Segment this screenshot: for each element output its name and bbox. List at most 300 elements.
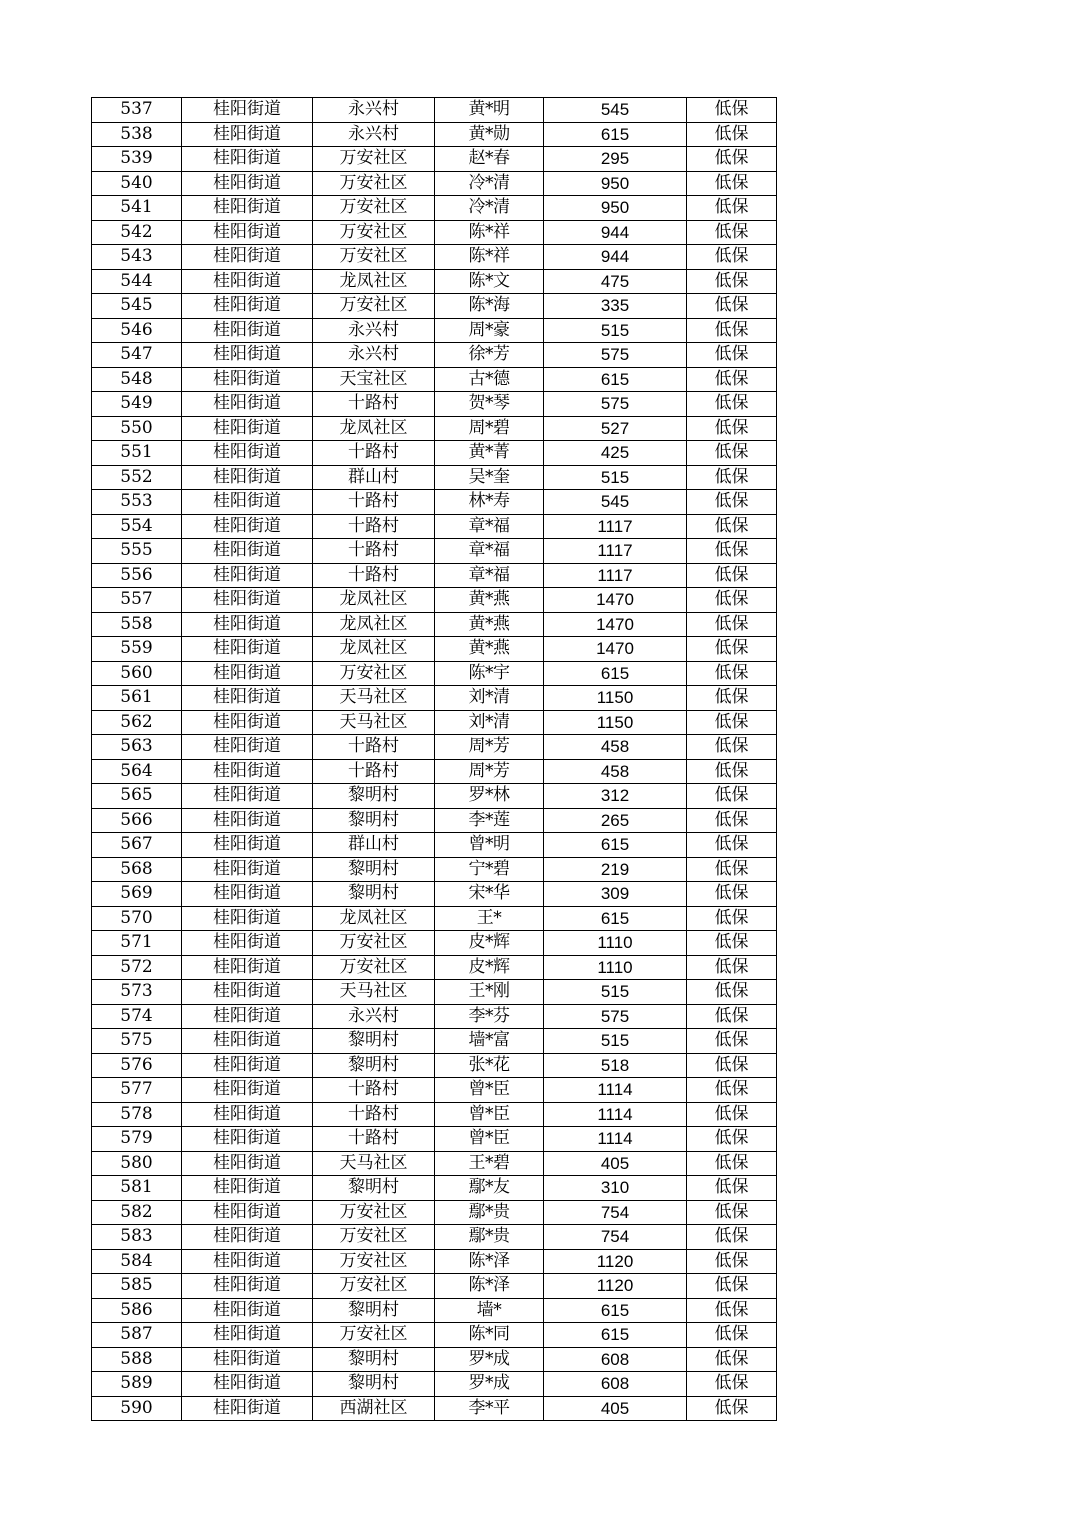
table-row [92,1225,777,1250]
table-row [92,784,777,809]
category-cell: 低保 [687,906,777,931]
name-cell: 刘*清 [435,710,544,735]
amount-cell: 310 [544,1176,687,1201]
amount-cell: 1117 [544,514,687,539]
street-cell: 桂阳街道 [182,1127,313,1152]
table-row [92,686,777,711]
street-cell: 桂阳街道 [182,196,313,221]
row-number-cell: 590 [92,1396,182,1421]
table-row [92,563,777,588]
amount-cell: 458 [544,735,687,760]
name-cell: 鄢*友 [435,1176,544,1201]
name-cell: 黄*菁 [435,441,544,466]
community-cell: 黎明村 [313,1372,435,1397]
street-cell: 桂阳街道 [182,612,313,637]
street-cell: 桂阳街道 [182,686,313,711]
amount-cell: 309 [544,882,687,907]
row-number-cell: 550 [92,416,182,441]
amount-cell: 335 [544,294,687,319]
table-row [92,833,777,858]
community-cell: 龙凤社区 [313,637,435,662]
community-cell: 十路村 [313,735,435,760]
street-cell: 桂阳街道 [182,1102,313,1127]
amount-cell: 1150 [544,710,687,735]
community-cell: 西湖社区 [313,1396,435,1421]
community-cell: 十路村 [313,1078,435,1103]
street-cell: 桂阳街道 [182,318,313,343]
amount-cell: 944 [544,220,687,245]
table-row [92,1176,777,1201]
category-cell: 低保 [687,147,777,172]
category-cell: 低保 [687,759,777,784]
table-row [92,416,777,441]
table-row [92,612,777,637]
street-cell: 桂阳街道 [182,808,313,833]
street-cell: 桂阳街道 [182,906,313,931]
category-cell: 低保 [687,1176,777,1201]
name-cell: 黄*燕 [435,612,544,637]
table-row [92,196,777,221]
amount-cell: 1120 [544,1249,687,1274]
community-cell: 群山村 [313,833,435,858]
name-cell: 墙* [435,1298,544,1323]
row-number-cell: 566 [92,808,182,833]
table-row [92,1396,777,1421]
table-row [92,1249,777,1274]
table-row [92,465,777,490]
row-number-cell: 568 [92,857,182,882]
row-number-cell: 567 [92,833,182,858]
table-row [92,1102,777,1127]
table-row [92,514,777,539]
table-row [92,955,777,980]
community-cell: 黎明村 [313,857,435,882]
table-row [92,1029,777,1054]
category-cell: 低保 [687,661,777,686]
row-number-cell: 565 [92,784,182,809]
community-cell: 黎明村 [313,1176,435,1201]
category-cell: 低保 [687,269,777,294]
street-cell: 桂阳街道 [182,1249,313,1274]
community-cell: 黎明村 [313,1298,435,1323]
name-cell: 冷*清 [435,196,544,221]
community-cell: 十路村 [313,1127,435,1152]
category-cell: 低保 [687,784,777,809]
table-row [92,857,777,882]
street-cell: 桂阳街道 [182,710,313,735]
amount-cell: 1117 [544,539,687,564]
street-cell: 桂阳街道 [182,465,313,490]
amount-cell: 1117 [544,563,687,588]
amount-cell: 1110 [544,931,687,956]
name-cell: 张*花 [435,1053,544,1078]
name-cell: 曾*明 [435,833,544,858]
name-cell: 王*碧 [435,1151,544,1176]
table-row [92,245,777,270]
table-row [92,1372,777,1397]
row-number-cell: 578 [92,1102,182,1127]
street-cell: 桂阳街道 [182,882,313,907]
community-cell: 天马社区 [313,686,435,711]
street-cell: 桂阳街道 [182,147,313,172]
amount-cell: 515 [544,1029,687,1054]
community-cell: 天宝社区 [313,367,435,392]
amount-cell: 295 [544,147,687,172]
table-row [92,220,777,245]
amount-cell: 1470 [544,588,687,613]
name-cell: 徐*芳 [435,343,544,368]
table-row [92,1274,777,1299]
amount-cell: 1114 [544,1127,687,1152]
amount-cell: 615 [544,1298,687,1323]
category-cell: 低保 [687,612,777,637]
community-cell: 万安社区 [313,1323,435,1348]
community-cell: 十路村 [313,490,435,515]
row-number-cell: 539 [92,147,182,172]
category-cell: 低保 [687,1396,777,1421]
amount-cell: 754 [544,1200,687,1225]
table-row [92,122,777,147]
amount-cell: 458 [544,759,687,784]
category-cell: 低保 [687,686,777,711]
amount-cell: 515 [544,980,687,1005]
category-cell: 低保 [687,1004,777,1029]
name-cell: 刘*清 [435,686,544,711]
community-cell: 龙凤社区 [313,269,435,294]
table-row [92,1053,777,1078]
row-number-cell: 584 [92,1249,182,1274]
community-cell: 十路村 [313,759,435,784]
amount-cell: 527 [544,416,687,441]
amount-cell: 1470 [544,612,687,637]
table-row [92,318,777,343]
category-cell: 低保 [687,563,777,588]
community-cell: 黎明村 [313,882,435,907]
category-cell: 低保 [687,441,777,466]
street-cell: 桂阳街道 [182,1225,313,1250]
name-cell: 曾*臣 [435,1102,544,1127]
category-cell: 低保 [687,416,777,441]
street-cell: 桂阳街道 [182,1029,313,1054]
category-cell: 低保 [687,1274,777,1299]
amount-cell: 950 [544,171,687,196]
row-number-cell: 587 [92,1323,182,1348]
row-number-cell: 558 [92,612,182,637]
category-cell: 低保 [687,343,777,368]
street-cell: 桂阳街道 [182,759,313,784]
community-cell: 万安社区 [313,196,435,221]
category-cell: 低保 [687,514,777,539]
row-number-cell: 545 [92,294,182,319]
table-row [92,343,777,368]
amount-cell: 1120 [544,1274,687,1299]
row-number-cell: 538 [92,122,182,147]
street-cell: 桂阳街道 [182,416,313,441]
community-cell: 万安社区 [313,245,435,270]
row-number-cell: 572 [92,955,182,980]
row-number-cell: 561 [92,686,182,711]
name-cell: 李*芬 [435,1004,544,1029]
amount-cell: 615 [544,1323,687,1348]
category-cell: 低保 [687,1323,777,1348]
amount-cell: 518 [544,1053,687,1078]
table-row [92,269,777,294]
amount-cell: 515 [544,318,687,343]
community-cell: 龙凤社区 [313,416,435,441]
row-number-cell: 574 [92,1004,182,1029]
row-number-cell: 537 [92,98,182,123]
row-number-cell: 580 [92,1151,182,1176]
street-cell: 桂阳街道 [182,784,313,809]
row-number-cell: 573 [92,980,182,1005]
name-cell: 王* [435,906,544,931]
row-number-cell: 544 [92,269,182,294]
name-cell: 黄*燕 [435,588,544,613]
row-number-cell: 576 [92,1053,182,1078]
name-cell: 陈*祥 [435,245,544,270]
row-number-cell: 577 [92,1078,182,1103]
table-row [92,1200,777,1225]
row-number-cell: 582 [92,1200,182,1225]
community-cell: 黎明村 [313,1053,435,1078]
row-number-cell: 563 [92,735,182,760]
category-cell: 低保 [687,367,777,392]
row-number-cell: 543 [92,245,182,270]
category-cell: 低保 [687,637,777,662]
name-cell: 冷*清 [435,171,544,196]
street-cell: 桂阳街道 [182,563,313,588]
community-cell: 万安社区 [313,661,435,686]
amount-cell: 425 [544,441,687,466]
category-cell: 低保 [687,196,777,221]
row-number-cell: 586 [92,1298,182,1323]
category-cell: 低保 [687,539,777,564]
name-cell: 皮*辉 [435,931,544,956]
table-row [92,588,777,613]
community-cell: 黎明村 [313,1029,435,1054]
amount-cell: 608 [544,1347,687,1372]
category-cell: 低保 [687,1298,777,1323]
community-cell: 十路村 [313,441,435,466]
street-cell: 桂阳街道 [182,539,313,564]
name-cell: 宁*碧 [435,857,544,882]
amount-cell: 545 [544,98,687,123]
table-row [92,147,777,172]
street-cell: 桂阳街道 [182,1176,313,1201]
category-cell: 低保 [687,98,777,123]
row-number-cell: 542 [92,220,182,245]
community-cell: 永兴村 [313,122,435,147]
name-cell: 贺*琴 [435,392,544,417]
category-cell: 低保 [687,1053,777,1078]
community-cell: 十路村 [313,514,435,539]
amount-cell: 615 [544,906,687,931]
amount-cell: 615 [544,661,687,686]
community-cell: 永兴村 [313,1004,435,1029]
community-cell: 黎明村 [313,1347,435,1372]
name-cell: 曾*臣 [435,1127,544,1152]
amount-cell: 1110 [544,955,687,980]
row-number-cell: 581 [92,1176,182,1201]
street-cell: 桂阳街道 [182,1396,313,1421]
row-number-cell: 564 [92,759,182,784]
street-cell: 桂阳街道 [182,490,313,515]
amount-cell: 265 [544,808,687,833]
amount-cell: 545 [544,490,687,515]
community-cell: 黎明村 [313,808,435,833]
name-cell: 罗*成 [435,1347,544,1372]
community-cell: 龙凤社区 [313,588,435,613]
community-cell: 永兴村 [313,98,435,123]
street-cell: 桂阳街道 [182,1298,313,1323]
amount-cell: 405 [544,1396,687,1421]
name-cell: 李*莲 [435,808,544,833]
name-cell: 林*寿 [435,490,544,515]
community-cell: 十路村 [313,539,435,564]
category-cell: 低保 [687,220,777,245]
table-row [92,637,777,662]
name-cell: 陈*宇 [435,661,544,686]
category-cell: 低保 [687,465,777,490]
amount-cell: 405 [544,1151,687,1176]
street-cell: 桂阳街道 [182,1078,313,1103]
amount-cell: 608 [544,1372,687,1397]
name-cell: 陈*祥 [435,220,544,245]
name-cell: 皮*辉 [435,955,544,980]
name-cell: 黄*明 [435,98,544,123]
table-row [92,1078,777,1103]
street-cell: 桂阳街道 [182,955,313,980]
allowance-table [91,97,777,1421]
amount-cell: 575 [544,343,687,368]
category-cell: 低保 [687,808,777,833]
street-cell: 桂阳街道 [182,171,313,196]
amount-cell: 615 [544,367,687,392]
street-cell: 桂阳街道 [182,1372,313,1397]
street-cell: 桂阳街道 [182,1053,313,1078]
row-number-cell: 585 [92,1274,182,1299]
row-number-cell: 546 [92,318,182,343]
category-cell: 低保 [687,833,777,858]
table-row [92,367,777,392]
row-number-cell: 551 [92,441,182,466]
name-cell: 周*芳 [435,735,544,760]
table-body [92,98,777,1421]
amount-cell: 1114 [544,1102,687,1127]
row-number-cell: 548 [92,367,182,392]
community-cell: 万安社区 [313,147,435,172]
amount-cell: 944 [544,245,687,270]
row-number-cell: 553 [92,490,182,515]
table-row [92,171,777,196]
row-number-cell: 570 [92,906,182,931]
category-cell: 低保 [687,392,777,417]
name-cell: 鄢*贵 [435,1200,544,1225]
amount-cell: 1470 [544,637,687,662]
row-number-cell: 560 [92,661,182,686]
name-cell: 黄*勋 [435,122,544,147]
table-row [92,759,777,784]
table-row [92,98,777,123]
table-row [92,1347,777,1372]
name-cell: 鄢*贵 [435,1225,544,1250]
street-cell: 桂阳街道 [182,588,313,613]
street-cell: 桂阳街道 [182,1323,313,1348]
row-number-cell: 579 [92,1127,182,1152]
name-cell: 陈*文 [435,269,544,294]
street-cell: 桂阳街道 [182,1347,313,1372]
name-cell: 吴*奎 [435,465,544,490]
community-cell: 天马社区 [313,710,435,735]
community-cell: 十路村 [313,392,435,417]
row-number-cell: 559 [92,637,182,662]
street-cell: 桂阳街道 [182,122,313,147]
category-cell: 低保 [687,882,777,907]
amount-cell: 575 [544,1004,687,1029]
table-row [92,441,777,466]
table-row [92,1127,777,1152]
row-number-cell: 575 [92,1029,182,1054]
category-cell: 低保 [687,588,777,613]
community-cell: 万安社区 [313,1249,435,1274]
name-cell: 章*福 [435,563,544,588]
amount-cell: 475 [544,269,687,294]
category-cell: 低保 [687,1151,777,1176]
street-cell: 桂阳街道 [182,269,313,294]
category-cell: 低保 [687,1029,777,1054]
street-cell: 桂阳街道 [182,931,313,956]
category-cell: 低保 [687,931,777,956]
name-cell: 黄*燕 [435,637,544,662]
community-cell: 永兴村 [313,343,435,368]
name-cell: 周*碧 [435,416,544,441]
row-number-cell: 583 [92,1225,182,1250]
row-number-cell: 547 [92,343,182,368]
name-cell: 周*豪 [435,318,544,343]
amount-cell: 515 [544,465,687,490]
community-cell: 万安社区 [313,171,435,196]
table-row [92,490,777,515]
community-cell: 群山村 [313,465,435,490]
row-number-cell: 589 [92,1372,182,1397]
street-cell: 桂阳街道 [182,1004,313,1029]
street-cell: 桂阳街道 [182,980,313,1005]
table-row [92,294,777,319]
name-cell: 章*福 [435,539,544,564]
category-cell: 低保 [687,294,777,319]
street-cell: 桂阳街道 [182,661,313,686]
street-cell: 桂阳街道 [182,735,313,760]
category-cell: 低保 [687,1347,777,1372]
street-cell: 桂阳街道 [182,220,313,245]
row-number-cell: 556 [92,563,182,588]
street-cell: 桂阳街道 [182,343,313,368]
amount-cell: 1114 [544,1078,687,1103]
community-cell: 天马社区 [313,1151,435,1176]
name-cell: 李*平 [435,1396,544,1421]
row-number-cell: 555 [92,539,182,564]
street-cell: 桂阳街道 [182,367,313,392]
row-number-cell: 571 [92,931,182,956]
name-cell: 墙*富 [435,1029,544,1054]
community-cell: 万安社区 [313,1200,435,1225]
community-cell: 十路村 [313,1102,435,1127]
name-cell: 陈*泽 [435,1249,544,1274]
category-cell: 低保 [687,318,777,343]
community-cell: 万安社区 [313,1274,435,1299]
category-cell: 低保 [687,122,777,147]
table-row [92,710,777,735]
